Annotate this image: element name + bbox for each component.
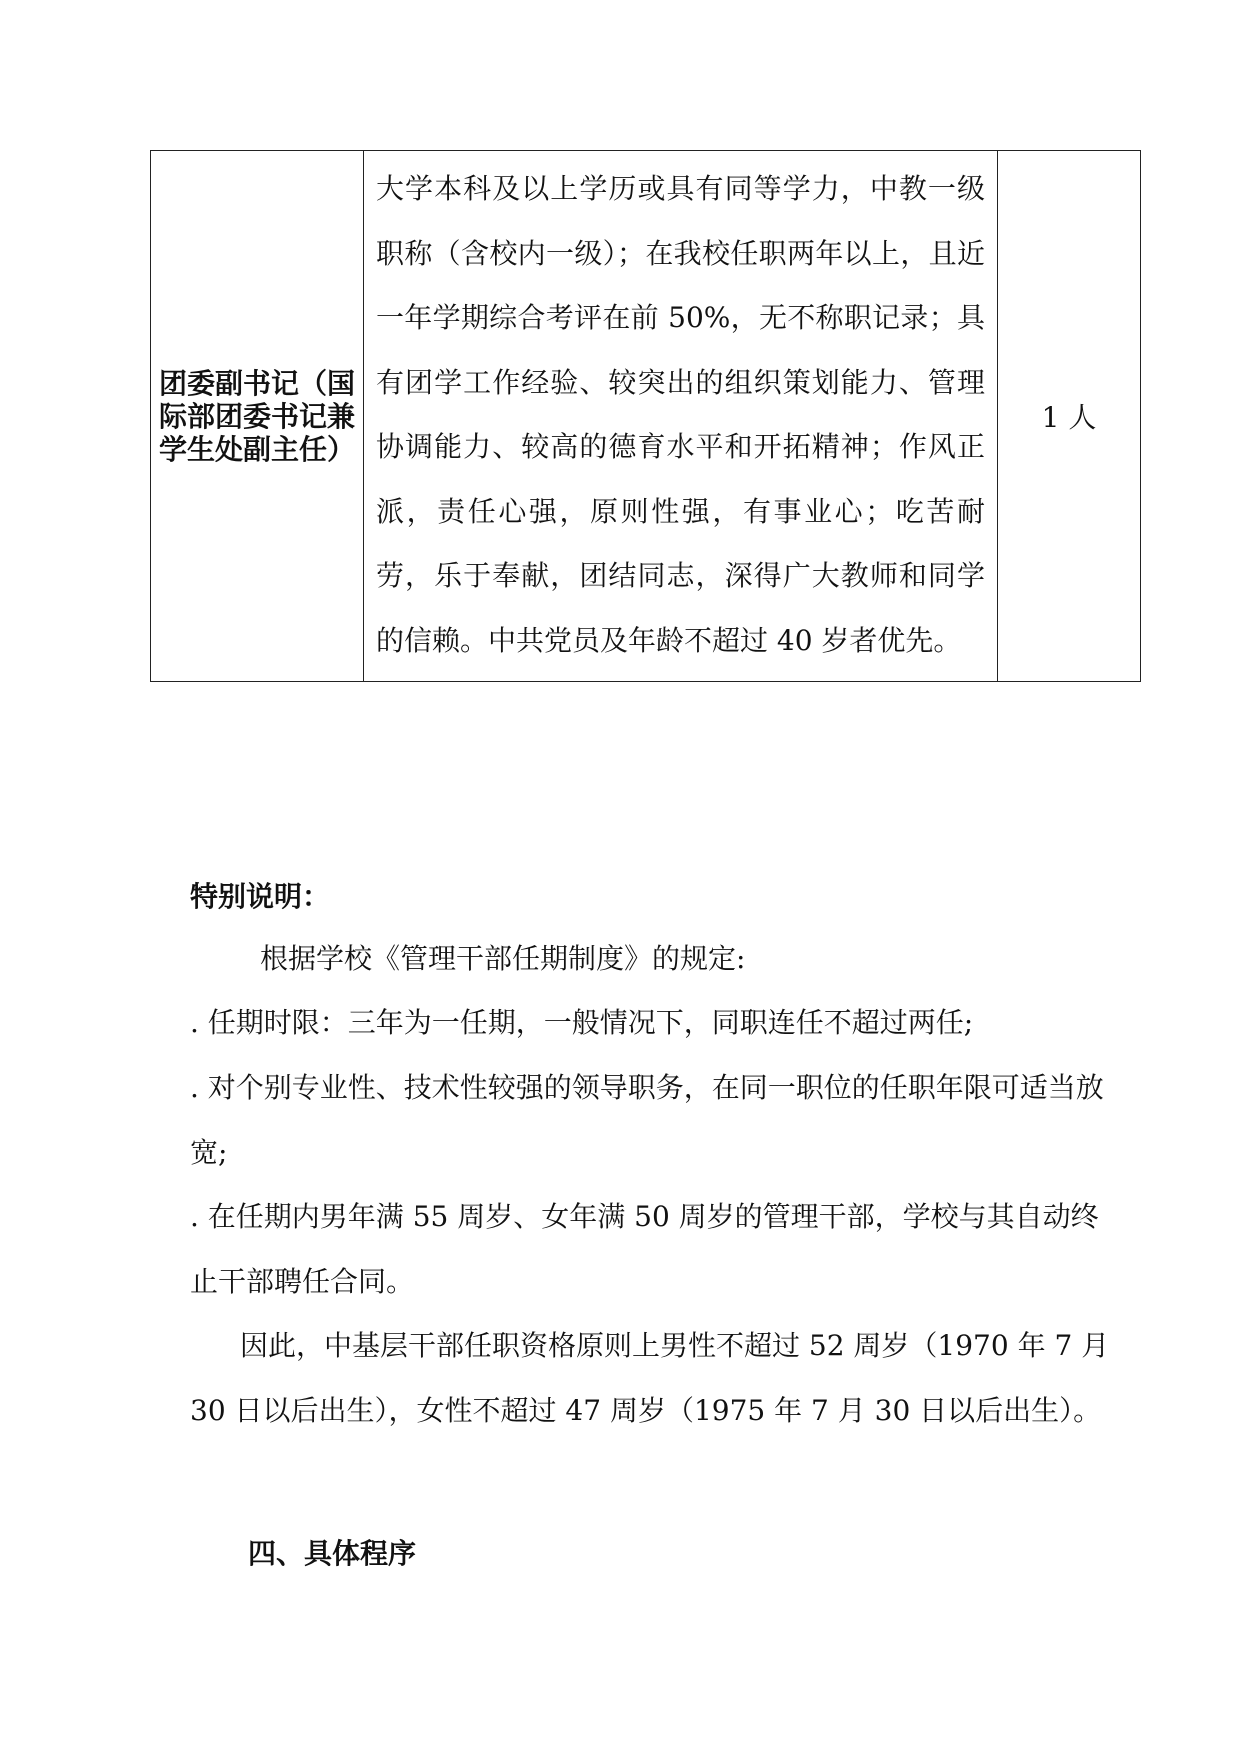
special-note-intro: 根据学校《管理干部任期制度》的规定: — [260, 942, 746, 975]
position-count: 1 人 — [1041, 401, 1097, 434]
count-cell — [998, 151, 1141, 682]
procedure-section-heading: 四、具体程序 — [248, 1537, 417, 1570]
position-title: 团委副书记（国际部团委书记兼学生处副主任） — [159, 366, 356, 466]
special-note-heading: 特别说明： — [190, 880, 331, 913]
table-row — [151, 151, 1141, 682]
age-eligibility-conclusion: 因此，中基层干部任职资格原则上男性不超过 52 周岁（1970 年 7 月 30 日以后出生），女性不超过 47 周岁（1975 年 7 月 30 日以后出生）。 — [190, 1329, 1110, 1427]
requirements-cell — [364, 151, 998, 682]
position-cell — [151, 151, 364, 682]
requirements-text: 大学本科及以上学历或具有同等学力，中教一级职称（含校内一级）；在我校任职两年以上，且近一年学期综合考评在前 50%，无不称职记录；具有团学工作经验、较突出的组织策划能力、管理协调能力、较高的德育水平和开拓精神；作风正派，责任心强，原则性强，有事业心；吃苦耐劳，乐于奉献，团结同志，深得广大教师和同学的信赖。中共党员及年龄不超过 40 岁者优先。 — [376, 172, 985, 657]
position-requirements-table — [150, 150, 1141, 682]
rule-term-limit: . 任期时限：三年为一任期，一般情况下，同职连任不超过两任; — [190, 1006, 974, 1039]
rule-professional-positions: . 对个别专业性、技术性较强的领导职务，在同一职位的任职年限可适当放宽; — [190, 1071, 1104, 1169]
rule-age-termination: . 在任期内男年满 55 周岁、女年满 50 周岁的管理干部，学校与其自动终止干部聘任合同。 — [190, 1200, 1099, 1298]
